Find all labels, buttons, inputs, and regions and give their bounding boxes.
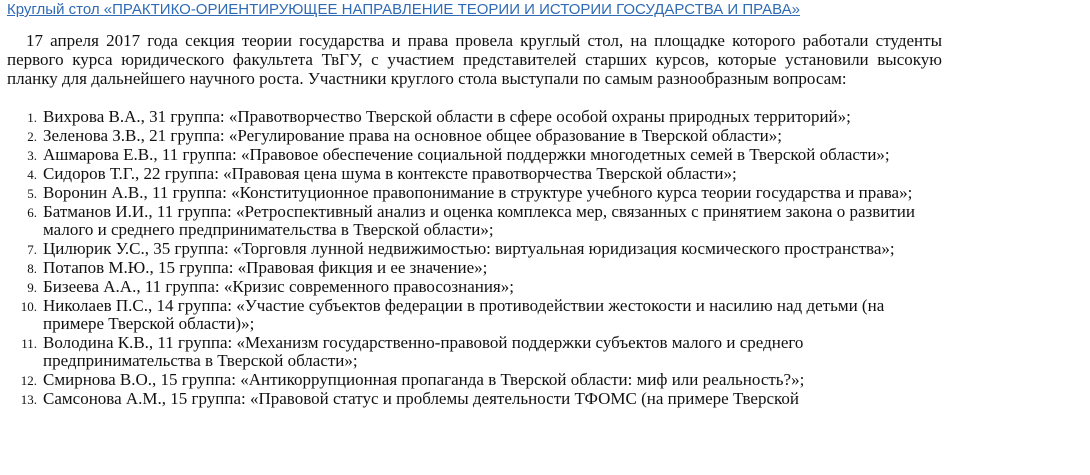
list-item: [7, 108, 942, 126]
list-item: [7, 371, 942, 389]
item-number: 9.: [27, 280, 37, 295]
item-text: Ашмарова Е.В., 11 группа: «Правовое обеспечение социальной поддержки многодетных семей в Тверской области»;: [43, 145, 890, 164]
item-number: 13.: [20, 392, 37, 407]
item-text: Сидоров Т.Г., 22 группа: «Правовая цена шума в контексте правотворчества Тверской области»;: [43, 164, 737, 183]
list-item: [7, 334, 942, 370]
item-text: Зеленова З.В., 21 группа: «Регулирование права на основное общее образование в Тверской области»;: [43, 126, 782, 145]
list-item: [7, 203, 942, 239]
item-number: 6.: [27, 205, 37, 220]
list-item: [7, 165, 942, 183]
item-number: 2.: [27, 129, 37, 144]
list-item: [7, 240, 942, 258]
list-item: [7, 278, 942, 296]
article: [7, 0, 942, 408]
item-number: 3.: [27, 148, 37, 163]
intro-paragraph: 17 апреля 2017 года секция теории государства и права провела круглый стол, на площадке которого работали студенты первого курса юридического факультета ТвГУ, с участием представителей старших курсов, которые установили высокую планку для дальнейшего научного роста. Участники круглого стола выступали по самым разнообразным вопросам:: [7, 31, 942, 88]
item-number: 1.: [27, 110, 37, 125]
list-item: [7, 390, 942, 408]
item-number: 11.: [21, 336, 37, 351]
item-number: 4.: [27, 167, 37, 182]
list-item: [7, 259, 942, 277]
speakers-list: [7, 108, 942, 408]
item-text: Самсонова А.М., 15 группа: «Правовой статус и проблемы деятельности ТФОМС (на примере Тверской: [43, 389, 799, 408]
item-text: Смирнова В.О., 15 группа: «Антикоррупционная пропаганда в Тверской области: миф или реальность?»;: [43, 370, 805, 389]
list-item: [7, 297, 942, 333]
item-text: Николаев П.С., 14 группа: «Участие субъектов федерации в противодействии жестокости и насилию над детьми (на примере Тверской области)»;: [43, 296, 885, 333]
item-text: Бизеева А.А., 11 группа: «Кризис современного правосознания»;: [43, 277, 514, 296]
item-text: Цилюрик У.С., 35 группа: «Торговля лунной недвижимостью: виртуальная юридизация космического пространства»;: [43, 239, 895, 258]
item-number: 5.: [27, 186, 37, 201]
article-title-link[interactable]: Круглый стол «ПРАКТИКО-ОРИЕНТИРУЮЩЕЕ НАПРАВЛЕНИЕ ТЕОРИИ И ИСТОРИИ ГОСУДАРСТВА И ПРАВА»: [7, 1, 801, 18]
item-number: 12.: [20, 373, 37, 388]
item-number: 10.: [20, 299, 37, 314]
item-text: Потапов М.Ю., 15 группа: «Правовая фикция и ее значение»;: [43, 258, 488, 277]
list-item: [7, 146, 942, 164]
item-text: Воронин А.В., 11 группа: «Конституционное правопонимание в структуре учебного курса теории государства и права»;: [43, 183, 913, 202]
item-text: Володина К.В., 11 группа: «Механизм государственно-правовой поддержки субъектов малого и среднего предпринимательства в Тверской области»;: [43, 333, 804, 370]
list-item: [7, 127, 942, 145]
item-number: 7.: [27, 242, 37, 257]
item-text: Батманов И.И., 11 группа: «Ретроспективный анализ и оценка комплекса мер, связанных с принятием закона о развитии малого и среднего предпринимательства в Тверской области»;: [43, 202, 915, 239]
list-item: [7, 184, 942, 202]
item-text: Вихрова В.А., 31 группа: «Правотворчество Тверской области в сфере особой охраны природных территорий»;: [43, 107, 851, 126]
item-number: 8.: [27, 261, 37, 276]
